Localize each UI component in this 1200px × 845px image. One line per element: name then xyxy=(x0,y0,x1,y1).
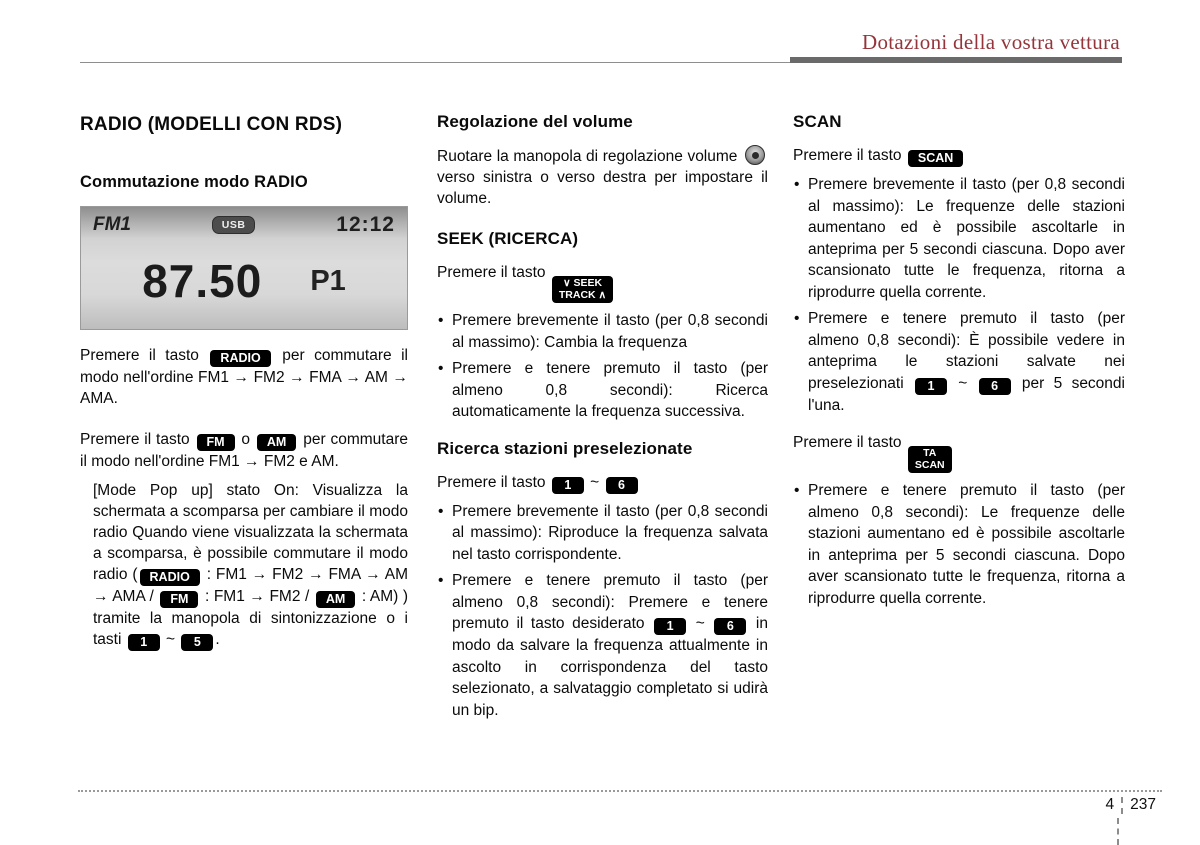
chapter-number: 4 xyxy=(1105,796,1115,813)
preset-5-button-badge: 5 xyxy=(181,634,213,651)
bullet-item: • Premere brevemente il tasto (per 0,8 secondi al massimo): Riproduce la frequenza salvata nel tasto corrispondente. xyxy=(437,501,768,566)
radio-preset-label: P1 xyxy=(310,264,346,297)
fm-button-badge: FM xyxy=(160,591,198,608)
volume-knob-icon xyxy=(745,145,765,165)
radio-display-main xyxy=(81,239,407,323)
header-accent-bar xyxy=(790,57,1122,63)
usb-indicator: USB xyxy=(212,216,256,234)
page-number-value: 237 xyxy=(1130,796,1156,813)
paragraph-ta-scan-key: Premere il tasto TA SCAN xyxy=(793,432,1125,473)
ta-scan-bullet-list xyxy=(793,480,1125,609)
seek-bullet-list xyxy=(437,310,768,423)
ta-scan-button-badge: TA SCAN xyxy=(908,446,952,473)
preset-1-button-badge: 1 xyxy=(915,378,947,395)
bullet-item: • Premere e tenere premuto il tasto (per almeno 0,8 secondi): È possibile vedere in anteprima le stazioni salvate nei preselezionati 1 ~ 6 per 5 secondi l'una. xyxy=(793,308,1125,416)
paragraph-seek-key: Premere il tasto ∨ SEEK TRACK ∧ xyxy=(437,262,768,303)
paragraph-preset-keys: Premere il tasto 1 ~ 6 xyxy=(437,472,768,494)
subsection-title-commutazione-modo-radio: Commutazione modo RADIO xyxy=(80,173,308,191)
paragraph-fm-am-keys: Premere il tasto FM o AM per commutare il modo nell'ordine FM1 → FM2 e AM. xyxy=(80,431,408,470)
crop-mark-line xyxy=(1117,818,1119,845)
radio-clock: 12:12 xyxy=(336,213,395,236)
preset-1-button-badge: 1 xyxy=(128,634,160,651)
subsection-title-regolazione-volume: Regolazione del volume xyxy=(437,112,633,131)
paragraph-radio-key: Premere il tasto RADIO per commutare il modo nell'ordine FM1 → FM2 → FMA → AM → AMA. xyxy=(80,347,408,407)
scan-bullet-list xyxy=(793,174,1125,416)
subsection-title-seek-ricerca: SEEK (RICERCA) xyxy=(437,229,579,248)
bullet-item: • Premere brevemente il tasto (per 0,8 secondi al massimo): Cambia la frequenza xyxy=(437,310,768,353)
am-button-badge: AM xyxy=(316,591,355,608)
paragraph-mode-popup: [Mode Pop up] stato On: Visualizza la schermata a scomparsa per cambiare il modo radio Quando viene visualizzata la schermata a scomparsa, è possibile commutare il modo radio ( RADIO : FM1 → FM2 → FMA → AM → AMA / FM : FM1 → FM2 / AM : AM) ) tramite la manopola di sintonizzazione o i tasti 1 ~ 5 . xyxy=(93,482,409,649)
seek-track-button-badge: ∨ SEEK TRACK ∧ xyxy=(552,276,613,303)
preset-1-button-badge: 1 xyxy=(552,477,584,494)
radio-band-label: FM1 xyxy=(93,214,131,235)
radio-display-image xyxy=(80,206,408,330)
preset-6-button-badge: 6 xyxy=(714,618,746,635)
subsection-title-scan: SCAN xyxy=(793,112,842,131)
section-title-radio-rds: RADIO (MODELLI CON RDS) xyxy=(80,114,343,135)
preset-1-button-badge: 1 xyxy=(654,618,686,635)
column-middle xyxy=(437,112,768,737)
subsection-title-ricerca-preselezionate: Ricerca stazioni preselezionate xyxy=(437,438,693,458)
footer-dotted-line xyxy=(78,790,1162,792)
page-number-divider xyxy=(1121,797,1123,814)
page-number xyxy=(1106,796,1157,814)
column-right xyxy=(793,112,1125,625)
preset-bullet-list xyxy=(437,501,768,722)
preset-6-button-badge: 6 xyxy=(979,378,1011,395)
fm-button-badge: FM xyxy=(197,434,235,451)
radio-button-badge: RADIO xyxy=(140,569,200,586)
column-left xyxy=(80,112,408,671)
bullet-item: • Premere brevemente il tasto (per 0,8 secondi al massimo): Le frequenze delle stazioni aumentano ed è possibile ascoltarle in anteprima per 5 secondi ciascuna. Dopo aver scansionato tutte le frequenza, ritorna a riprodurre quella corrente. xyxy=(793,174,1125,303)
am-button-badge: AM xyxy=(257,434,296,451)
scan-button-badge: SCAN xyxy=(908,150,963,167)
bullet-item: • Premere e tenere premuto il tasto (per almeno 0,8 secondi): Premere e tenere premuto il tasto desiderato 1 ~ 6 in modo da salvare la frequenza attualmente in ascolto in corrispondenza del tasto selezionato, a salvataggio completato si udirà un bip. xyxy=(437,570,768,721)
radio-button-badge: RADIO xyxy=(210,350,270,367)
chapter-header-title: Dotazioni della vostra vettura xyxy=(862,30,1120,54)
bullet-item: • Premere e tenere premuto il tasto (per almeno 0,8 secondi): Ricerca automaticamente la frequenza successiva. xyxy=(437,358,768,423)
paragraph-scan-key: Premere il tasto SCAN xyxy=(793,145,1125,167)
preset-6-button-badge: 6 xyxy=(606,477,638,494)
paragraph-volume: Ruotare la manopola di regolazione volume verso sinistra o verso destra per impostare il volume. xyxy=(437,145,768,209)
radio-frequency: 87.50 xyxy=(142,255,263,307)
radio-display-statusbar xyxy=(81,207,407,239)
bullet-item: • Premere e tenere premuto il tasto (per almeno 0,8 secondi): Le frequenze delle stazioni aumentano ed è possibile ascoltarle in anteprima per 5 secondi ciascuna. Dopo aver scansionato tutte le frequenza, ritorna a riprodurre quella corrente. xyxy=(793,480,1125,609)
